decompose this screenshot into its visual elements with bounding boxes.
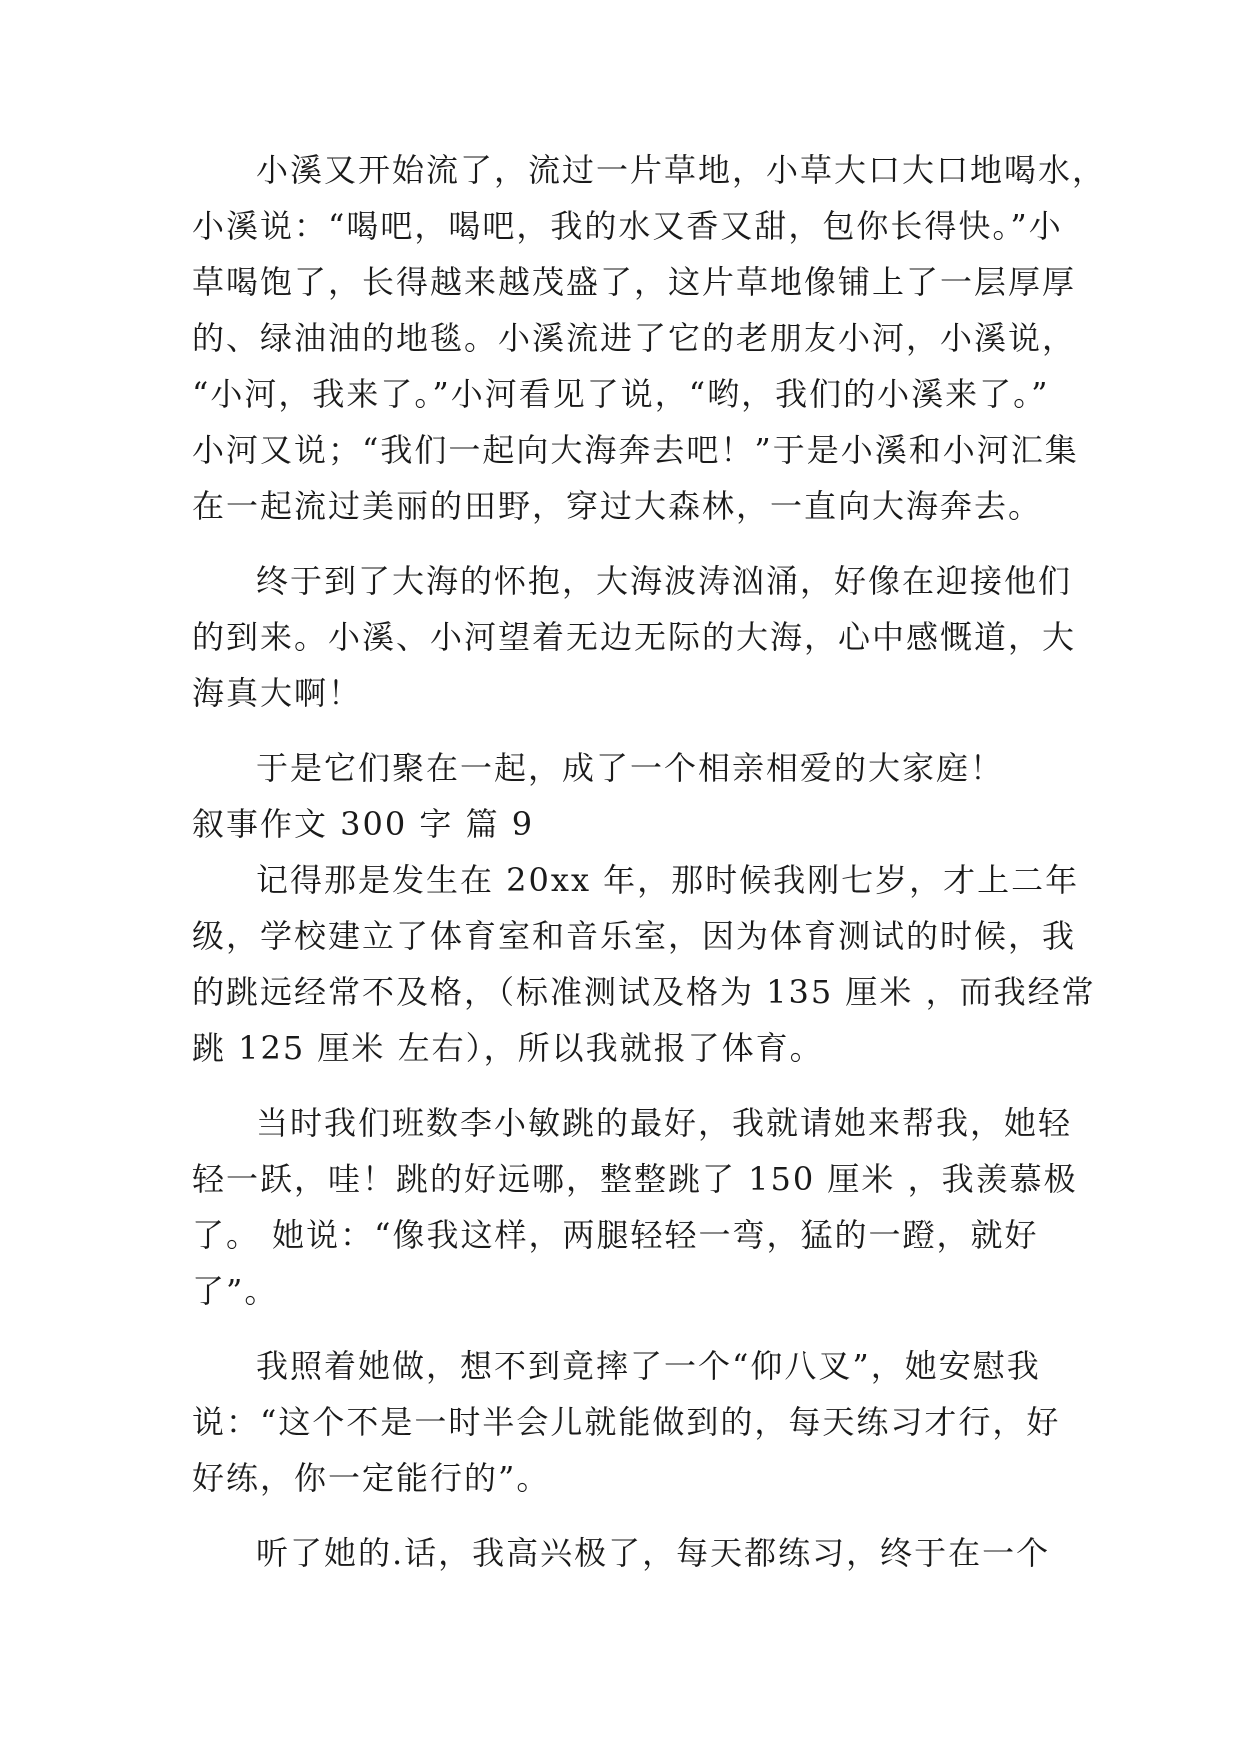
text-line: 记得那是发生在 20xx 年，那时候我刚七岁，才上二年: [256, 861, 1080, 899]
text-line: 跳 125 厘米 左右），所以我就报了体育。: [192, 1029, 824, 1067]
text-line: 级，学校建立了体育室和音乐室，因为体育测试的时候，我: [192, 917, 1077, 955]
text-line: 的到来。小溪、小河望着无边无际的大海，心中感慨道，大: [192, 618, 1077, 656]
text-line: 了。 她说：“像我这样，两腿轻轻一弯，猛的一蹬，就好: [192, 1216, 1039, 1254]
text-line: 的跳远经常不及格，（标准测试及格为 135 厘米 ，而我经常: [192, 973, 1096, 1011]
text-line: 终于到了大海的怀抱，大海波涛汹涌，好像在迎接他们: [256, 562, 1073, 600]
text-line: 我照着她做，想不到竟摔了一个“仰八叉”，她安慰我: [256, 1347, 1041, 1385]
text-line: 海真大啊！: [192, 674, 363, 712]
text-line: 于是它们聚在一起，成了一个相亲相爱的大家庭！: [256, 749, 1005, 787]
text-line: 当时我们班数李小敏跳的最好，我就请她来帮我，她轻: [256, 1104, 1073, 1142]
text-line: “小河，我来了。”小河看见了说，“哟，我们的小溪来了。”: [192, 375, 1050, 413]
section-heading: 叙事作文 300 字 篇 9: [192, 805, 535, 843]
text-line: 小溪又开始流了，流过一片草地，小草大口大口地喝水，: [256, 151, 1107, 189]
text-line: 听了她的.话，我高兴极了，每天都练习，终于在一个: [256, 1534, 1051, 1572]
text-line: 好练，你一定能行的”。: [192, 1459, 551, 1497]
text-line: 在一起流过美丽的田野，穿过大森林，一直向大海奔去。: [192, 487, 1043, 525]
text-line: 小溪说：“喝吧，喝吧，我的水又香又甜，包你长得快。”小: [192, 207, 1063, 245]
text-line: 的、绿油油的地毯。小溪流进了它的老朋友小河，小溪说，: [192, 319, 1077, 357]
text-line: 草喝饱了，长得越来越茂盛了，这片草地像铺上了一层厚厚: [192, 263, 1077, 301]
text-line: 轻一跃，哇！跳的好远哪，整整跳了 150 厘米 ，我羡慕极: [192, 1160, 1078, 1198]
text-line: 小河又说；“我们一起向大海奔去吧！”于是小溪和小河汇集: [192, 431, 1079, 469]
text-line: 了”。: [192, 1272, 279, 1310]
text-line: 说：“这个不是一时半会儿就能做到的，每天练习才行，好: [192, 1403, 1061, 1441]
